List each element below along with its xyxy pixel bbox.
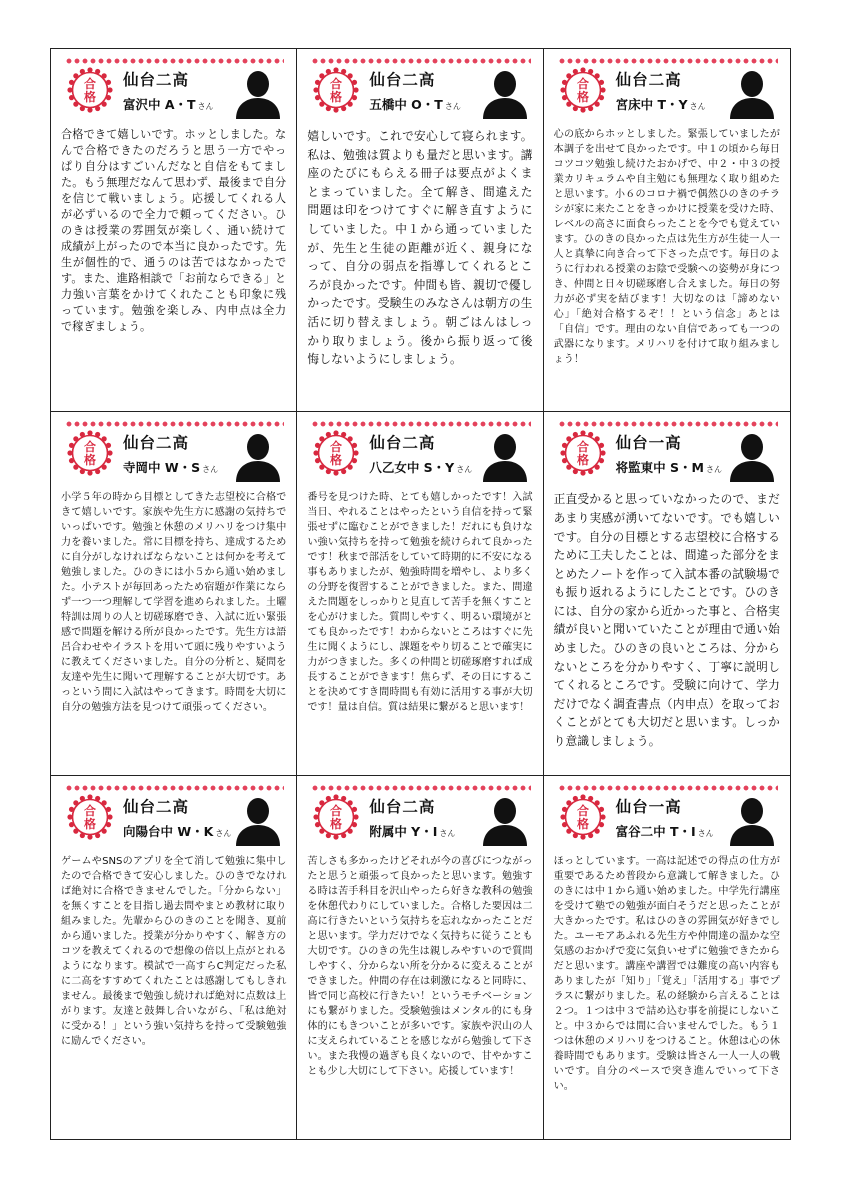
school-name: 仙台一高 (615, 434, 682, 453)
avatar-silhouette-icon (726, 794, 778, 846)
school-name: 仙台二高 (369, 797, 436, 816)
testimonial-card (297, 776, 543, 1139)
svg-text:格: 格 (576, 816, 589, 831)
testimonial-card (297, 49, 543, 412)
pass-stamp-icon (560, 794, 606, 840)
card-header (61, 55, 288, 127)
avatar-silhouette-icon (479, 794, 531, 846)
pass-stamp-icon (313, 794, 359, 840)
student-name: 八乙女中 S・Y さん (369, 460, 473, 476)
student-name: 附属中 Y・I さん (369, 823, 456, 839)
student-name: 寺岡中 W・S さん (123, 460, 219, 476)
decorative-dot-border (65, 57, 284, 65)
svg-text:合: 合 (330, 77, 343, 91)
testimonial-text: ほっとしています。一高は記述での得点の仕方が重要であるため普段から意識して解きました。ひのきには中１から通い始めました。中学先行講座を受けて塾での勉強が面白そうだと思ったことが大きかったです。私はひのきの雰囲気が好きでした。ユーモアあふれる先生方や仲間達の温かな空気感のおかげで変に気負いせずに勉強できたからだと思います。講座や講習では難度の高い内容もありましたが「知り」「覚え」「活用する」事でプラスに繋がりました。私の経験から言えることは２つ。１つは中３で詰め込む事を前提にしないこと。中３からでは間に合いませんでした。もう１つは休憩のメリハリをつけること。休憩は心の休養時間でもあります。受験は皆さん一人一人の戦いです。自分のペースで突き進んでいって下さい。 (553, 855, 780, 1092)
testimonial-grid (50, 48, 791, 1140)
svg-text:格: 格 (330, 816, 343, 831)
avatar-silhouette-icon (479, 67, 531, 119)
svg-text:合: 合 (330, 803, 343, 818)
svg-text:合: 合 (83, 440, 97, 455)
card-header (307, 55, 534, 127)
testimonial-card (544, 49, 790, 412)
pass-stamp-icon (313, 67, 359, 113)
decorative-dot-border (65, 784, 284, 792)
testimonial-card (51, 49, 297, 412)
svg-text:格: 格 (83, 453, 97, 468)
svg-text:格: 格 (576, 90, 589, 104)
svg-text:格: 格 (83, 90, 97, 104)
pass-stamp-icon (560, 430, 606, 476)
avatar-silhouette-icon (232, 794, 284, 846)
decorative-dot-border (311, 57, 530, 65)
card-header (61, 782, 288, 854)
card-header (554, 55, 782, 127)
svg-text:合: 合 (330, 440, 343, 455)
avatar-silhouette-icon (479, 430, 531, 482)
svg-text:格: 格 (576, 453, 589, 468)
svg-text:合: 合 (83, 803, 97, 818)
testimonial-text: 苦しさも多かったけどそれが今の喜びにつながったと思うと頑張って良かったと思います。勉強する時は苦手科目を沢山やったら好きな教科の勉強を休憩代わりにしていました。合格した要因は二高に行きたいという気持ちを忘れなかったことだと思います。学力だけでなく気持ちに従うことも大切です。ひのきの先生は親しみやすいので質問しやすく、分からない所を分かるに変えることができました。仲間の存在は刺激になると同時に、皆で同じ高校に行きたい！というモチベーションにも繋がりました。受験勉強はメンタル的にも身体的にもきついことが多いです。家族や沢山の人に支えられていることを感じながら勉強して下さい。また我慢の過ぎも良くないので、甘やかすことも少し大切にして下さい。応援しています！ (307, 855, 533, 1077)
testimonial-text: 小学５年の時から目標としてきた志望校に合格できて嬉しいです。家族や先生方に感謝の気持ちでいっぱいです。勉強と休憩のメリハリをつけ集中力を養いました。常に目標を持ち、達成するために自分がしなければならないことは何かを考えて勉強しました。ひのきには小５から通い始めました。小テストが毎回あったため宿題が作業にならず一つ一つ理解して学習を進められました。土曜特訓は周りの人と切磋琢磨でき、入試に近い緊張感で問題を解ける所が良かったです。先生方は語呂合わせやイラストを用いて頭に残りやすいように教えてくださいました。自分の分析と、疑問を友達や先生に聞いて理解することが大切です。あっという間に入試はやってきます。時間を大切に自分の勉強方法を見つけて頑張ってください。 (61, 492, 287, 714)
decorative-dot-border (311, 784, 530, 792)
student-name: 五橋中 O・T さん (369, 97, 461, 112)
testimonial-text: 心の底からホッとしました。緊張していましたが本調子を出せて良かったです。中１の頃から毎日コツコツ勉強し続けたおかげで、中２・中３の授業カリキュラムや自主勉にも無理なく取り組めたと思います。小６のコロナ禍で偶然ひのきのチラシが家に来たことをきっかけに授業を受けた時、レベルの高さに面食らったことを今でも覚えています。ひのきの良かった点は先生方が生徒一人一人と真摯に向き合って下さった点です。毎日のように行われる授業のお陰で受験への姿勢が身につき、仲間と日々切磋琢磨し合えました。毎日の努力が必ず実を結びます！大切なのは「諦めない心」「絶対合格するぞ！！という信念」あとは「自信」です。理由のない自信であっても一つの武器になります。メリハリを付けて取り組みましょう！ (553, 129, 780, 365)
student-name: 宮床中 T・Y さん (615, 97, 706, 112)
card-header (554, 418, 782, 490)
pass-stamp-icon (560, 67, 606, 113)
pass-stamp-icon (67, 67, 113, 113)
avatar-silhouette-icon (726, 67, 778, 119)
testimonial-card (51, 776, 297, 1139)
decorative-dot-border (65, 420, 284, 428)
svg-text:格: 格 (83, 816, 97, 831)
card-header (307, 782, 534, 854)
decorative-dot-border (558, 420, 778, 428)
testimonial-card (544, 776, 790, 1139)
pass-stamp-icon (67, 794, 113, 840)
svg-text:合: 合 (576, 803, 589, 818)
student-name: 富沢中 A・T さん (123, 97, 214, 112)
school-name: 仙台二高 (615, 71, 682, 89)
avatar-silhouette-icon (726, 430, 778, 482)
school-name: 仙台二高 (123, 434, 190, 453)
testimonial-card (544, 412, 790, 775)
school-name: 仙台二高 (123, 797, 190, 816)
card-header (61, 418, 288, 490)
student-name: 将監東中 S・M さん (615, 460, 722, 476)
school-name: 仙台二高 (369, 71, 436, 89)
testimonial-text: 正直受かると思っていなかったので、まだあまり実感が湧いてないです。でも嬉しいです。自分の目標とする志望校に合格するために工夫したことは、間違った部分をまとめたノートを作って入試本番の試験場でも振り返れるようにしたことです。ひのきには、自分の家から近かった事と、合格実績が良いと聞いていたことが理由で通い始めました。ひのきの良いところは、分からないところを分かりやすく、丁寧に説明してくれるところです。受験に向けて、学力だけでなく調査書点（内申点）を取っておくことがとても大切だと思います。しっかり意識しましょう。 (553, 492, 780, 749)
testimonial-card (51, 412, 297, 775)
decorative-dot-border (311, 420, 530, 428)
testimonial-text: 嬉しいです。これで安心して寝られます。私は、勉強は質よりも量だと思います。講座のたびにもらえる冊子は要点がよくまとまっていました。全て解き、間違えた問題は印をつけてすぐに解き直すようにしていました。中１から通っていましたが、先生と生徒の距離が近く、親身になって、自分の弱点を指導してくれるところが良かったです。仲間も皆、親切で優しかったです。受験生のみなさんは朝方の生活に切り替えましょう。朝ごはんはしっかり取りましょう。後から振り返って後悔しないようにしましょう。 (307, 129, 533, 367)
svg-text:合: 合 (83, 77, 97, 91)
svg-text:合: 合 (576, 440, 589, 455)
decorative-dot-border (558, 57, 778, 65)
testimonial-text: 番号を見つけた時、とても嬉しかったです！入試当日、やれることはやったという自信を持って緊張せずに臨むことができました！だれにも負けない強い気持ちを持って勉強を続けられて良かったです！秋まで部活をしていて時期的に不安になる事もありましたが、勉強時間を増やし、より多くの分野を復習することができました。また、間違えた問題をしっかりと見直して苦手を無くすことを心がけました。質問しやすく、明るい環境がとても良かったです！わからないところはすぐに先生に聞くようにし、課題をやり切ることで確実に力がつきました。多くの仲間と切磋琢磨すれば成長することができます！焦らず、その日にすることを決めてすき間時間も有効に活用する事が大切です！量は自信。質は結果に繋がると思います！ (307, 492, 533, 714)
decorative-dot-border (558, 784, 778, 792)
card-header (307, 418, 534, 490)
svg-text:格: 格 (330, 90, 343, 104)
avatar-silhouette-icon (232, 67, 284, 119)
student-name: 向陽台中 W・K さん (123, 823, 232, 839)
avatar-silhouette-icon (232, 430, 284, 482)
testimonial-text: 合格できて嬉しいです。ホッとしました。なんで合格できたのだろうと思う一方でやっぱり自分はすごいんだなと自信をもてました。もう無理だなんて思わず、最後まで自分を信じて戦いましょう。応援してくれる人が必ずいるので全力で頼ってください。ひのきは授業の雰囲気が楽しく、通い続けて成績が上がったので本当に良かったです。先生が個性的で、通うのは苦ではなかったです。また、進路相談で「お前ならできる」と力強い言葉をかけてくれたことも印象に残っています。勉強を楽しみ、内申点は全力で稼ぎましょう。 (61, 128, 287, 333)
card-header (554, 782, 782, 854)
testimonial-text: ゲームやSNSのアプリを全て消して勉強に集中したので合格できて安心しました。ひのきでなければ絶対に合格できませんでした。「分からない」を無くすことを目指し過去問やまとめ教材に取り組みました。先輩からひのきのことを聞き、夏前から通いました。授業が分かりやすく、解き方のコツを教えてくれるので想像の倍以上点がとれるようになります。模試で一高すらC判定だった私に二高をすすめてくれたことは感謝してもしきれません。最後まで勉強し続ければ絶対に点数は上がります。友達と鼓舞し合いながら、「私は絶対に受かる！」という強い気持ちを持って受験勉強に励んでください。 (61, 855, 287, 1047)
student-name: 富谷二中 T・I さん (615, 823, 714, 839)
school-name: 仙台二高 (369, 434, 436, 453)
pass-stamp-icon (67, 430, 113, 476)
school-name: 仙台一高 (615, 797, 682, 816)
pass-stamp-icon (313, 430, 359, 476)
svg-text:合: 合 (576, 77, 589, 91)
svg-text:格: 格 (330, 453, 343, 468)
testimonial-card (297, 412, 543, 775)
school-name: 仙台二高 (123, 71, 190, 89)
